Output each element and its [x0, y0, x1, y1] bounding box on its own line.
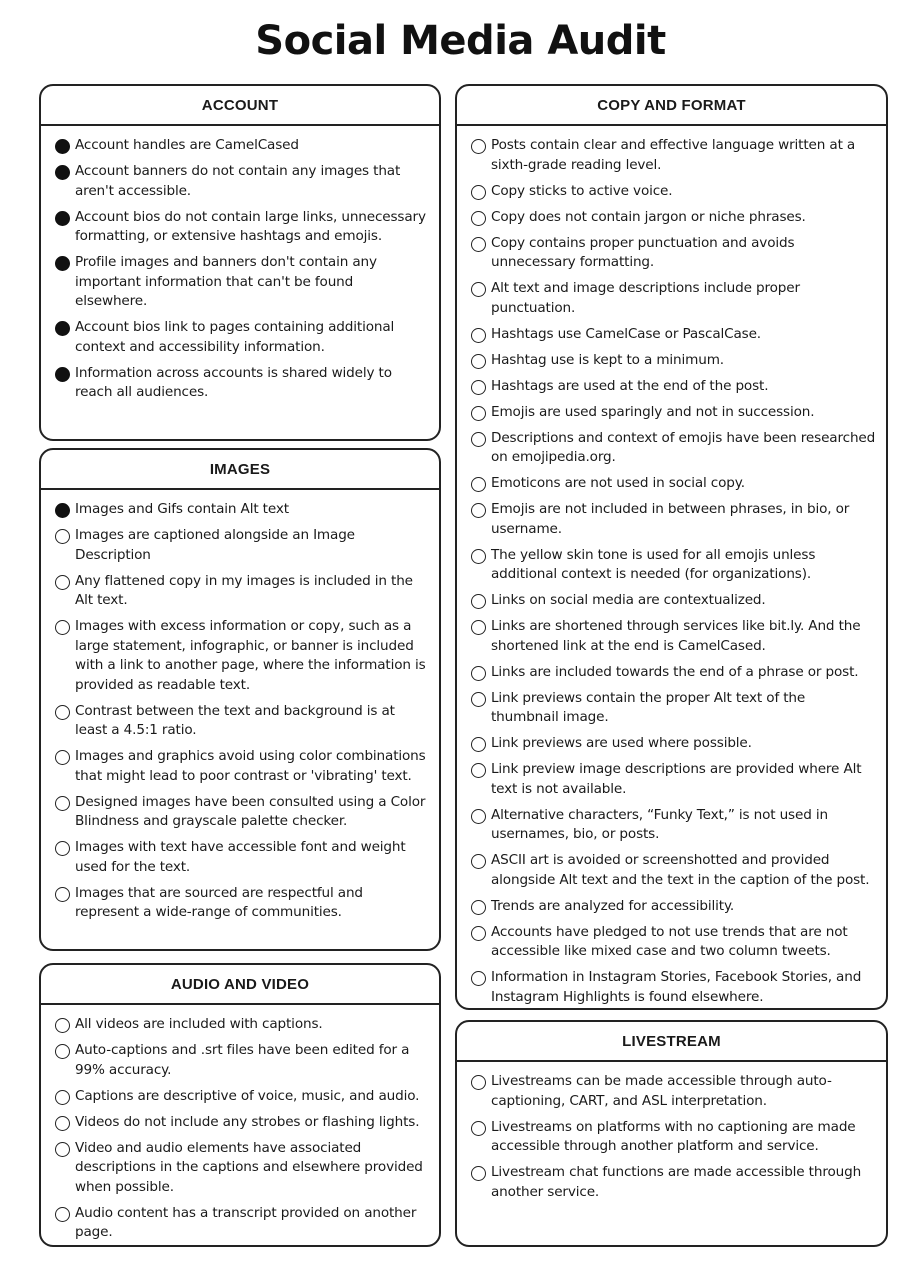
- checklist-item-text: Link previews are used where possible.: [491, 735, 752, 751]
- checklist-item: [471, 689, 876, 728]
- checklist-item: [471, 1163, 876, 1202]
- checklist-item: [55, 702, 429, 741]
- checked-bullet-icon[interactable]: [55, 211, 70, 226]
- unchecked-circle-icon[interactable]: [471, 1075, 486, 1090]
- unchecked-circle-icon[interactable]: [471, 809, 486, 824]
- section-heading: LIVESTREAM: [457, 1022, 886, 1062]
- checklist-item-text: Alt text and image descriptions include proper punctuation.: [491, 280, 800, 316]
- checklist-item-text: Auto-captions and .srt files have been edited for a 99% accuracy.: [75, 1042, 410, 1078]
- checklist-item: [471, 851, 876, 890]
- checklist-item-text: Profile images and banners don't contain any important information that can't be found elsewhere.: [75, 254, 377, 309]
- checklist-item: [471, 591, 876, 611]
- unchecked-circle-icon[interactable]: [55, 620, 70, 635]
- unchecked-circle-icon[interactable]: [471, 900, 486, 915]
- account-section: [39, 84, 441, 441]
- checklist-item: [471, 474, 876, 494]
- unchecked-circle-icon[interactable]: [471, 282, 486, 297]
- checklist-item-text: Images that are sourced are respectful and represent a wide-range of communities.: [75, 884, 363, 920]
- checklist-item-text: Images are captioned alongside an Image Description: [75, 527, 355, 563]
- checklist-item: [471, 351, 876, 371]
- checklist-item: [471, 663, 876, 683]
- checklist-item-text: Images with excess information or copy, such as a large statement, infographic, or banner is included with a link to another page, where the information is provided as readable text.: [75, 618, 426, 693]
- unchecked-circle-icon[interactable]: [471, 620, 486, 635]
- checklist-item-text: Audio content has a transcript provided on another page.: [75, 1204, 417, 1240]
- unchecked-circle-icon[interactable]: [471, 211, 486, 226]
- page-title: Social Media Audit: [255, 18, 666, 64]
- checklist-item: [55, 1113, 429, 1133]
- checklist-item: [471, 546, 876, 585]
- unchecked-circle-icon[interactable]: [471, 406, 486, 421]
- section-heading: IMAGES: [41, 450, 439, 490]
- checklist-item-text: Information across accounts is shared widely to reach all audiences.: [75, 364, 392, 400]
- unchecked-circle-icon[interactable]: [471, 1121, 486, 1136]
- livestream-section: [455, 1020, 888, 1247]
- unchecked-circle-icon[interactable]: [55, 796, 70, 811]
- unchecked-circle-icon[interactable]: [471, 854, 486, 869]
- checklist-item-text: Images with text have accessible font and weight used for the text.: [75, 839, 406, 875]
- unchecked-circle-icon[interactable]: [471, 666, 486, 681]
- checklist-item: [471, 208, 876, 228]
- checklist-item-text: Designed images have been consulted using a Color Blindness and grayscale palette checker.: [75, 793, 426, 829]
- checklist-item-text: Images and Gifs contain Alt text: [75, 501, 289, 517]
- unchecked-circle-icon[interactable]: [471, 1166, 486, 1181]
- unchecked-circle-icon[interactable]: [55, 1090, 70, 1105]
- checklist-item-text: Video and audio elements have associated descriptions in the captions and elsewhere provided when possible.: [75, 1139, 423, 1195]
- checklist-item-text: Livestreams on platforms with no captioning are made accessible through another platform and service.: [491, 1118, 856, 1154]
- unchecked-circle-icon[interactable]: [55, 1207, 70, 1222]
- checklist-item: [55, 884, 429, 923]
- copy-and-format-section: [455, 84, 888, 1010]
- checked-bullet-icon[interactable]: [55, 256, 70, 271]
- unchecked-circle-icon[interactable]: [471, 477, 486, 492]
- checklist-item-text: Account bios link to pages containing additional context and accessibility information.: [75, 319, 395, 355]
- checklist-item-text: Trends are analyzed for accessibility.: [491, 897, 735, 914]
- checklist: [41, 126, 439, 403]
- checklist-item: [471, 429, 876, 468]
- checklist-item: [55, 364, 429, 403]
- checklist-item-text: Copy contains proper punctuation and avoids unnecessary formatting.: [491, 234, 795, 270]
- checklist-item-text: Accounts have pledged to not use trends that are not accessible like mixed case and two column tweets.: [491, 923, 848, 959]
- checklist-item: [471, 1072, 876, 1111]
- checklist-item: [471, 403, 876, 423]
- unchecked-circle-icon[interactable]: [55, 1044, 70, 1059]
- checklist-item-text: Livestreams can be made accessible through auto-captioning, CART, and ASL interpretation.: [491, 1073, 832, 1109]
- unchecked-circle-icon[interactable]: [471, 971, 486, 986]
- checklist-item: [471, 325, 876, 345]
- checklist-item-text: Alternative characters, “Funky Text,” is not used in usernames, bio, or posts.: [491, 806, 828, 842]
- unchecked-circle-icon[interactable]: [55, 529, 70, 544]
- checklist: [457, 126, 886, 1007]
- unchecked-circle-icon[interactable]: [471, 594, 486, 609]
- checklist-item-text: Link previews contain the proper Alt text of the thumbnail image.: [491, 689, 806, 725]
- unchecked-circle-icon[interactable]: [471, 237, 486, 252]
- checklist-item-text: All videos are included with captions.: [75, 1016, 323, 1032]
- checklist-item: [55, 136, 429, 156]
- checklist-item: [55, 1087, 429, 1107]
- checklist-item-text: Images and graphics avoid using color combinations that might lead to poor contrast or 'vibrating' text.: [75, 748, 426, 784]
- checklist-item: [471, 617, 876, 656]
- unchecked-circle-icon[interactable]: [471, 549, 486, 564]
- unchecked-circle-icon[interactable]: [471, 185, 486, 200]
- checklist-item-text: Descriptions and context of emojis have been researched on emojipedia.org.: [491, 429, 876, 465]
- checklist-item: [55, 1204, 429, 1243]
- unchecked-circle-icon[interactable]: [55, 750, 70, 765]
- checklist-item-text: Emojis are used sparingly and not in succession.: [491, 403, 815, 420]
- checked-bullet-icon[interactable]: [55, 321, 70, 336]
- checklist-item: [471, 734, 876, 754]
- checklist-item: [471, 760, 876, 799]
- checklist-item: [471, 234, 876, 273]
- checklist-item: [55, 1041, 429, 1080]
- checklist-item: [471, 897, 876, 917]
- checklist-item: [55, 208, 429, 247]
- checklist-item-text: Copy does not contain jargon or niche phrases.: [491, 208, 806, 225]
- unchecked-circle-icon[interactable]: [471, 328, 486, 343]
- checklist-item: [471, 136, 876, 175]
- checklist-item-text: Links are shortened through services like bit.ly. And the shortened link at the end is CamelCased.: [491, 618, 861, 654]
- checklist-item-text: Any flattened copy in my images is included in the Alt text.: [75, 572, 413, 608]
- section-heading: AUDIO AND VIDEO: [41, 965, 439, 1005]
- checklist-item-text: Information in Instagram Stories, Facebook Stories, and Instagram Highlights is found elsewhere.: [491, 969, 862, 1005]
- unchecked-circle-icon[interactable]: [471, 763, 486, 778]
- checklist-item: [55, 747, 429, 786]
- checklist-item-text: ASCII art is avoided or screenshotted and provided alongside Alt text and the text in the caption of the post.: [491, 852, 870, 888]
- checklist-item-text: Livestream chat functions are made accessible through another service.: [491, 1164, 862, 1200]
- unchecked-circle-icon[interactable]: [55, 575, 70, 590]
- unchecked-circle-icon[interactable]: [55, 1018, 70, 1033]
- checklist-item: [471, 806, 876, 845]
- checklist-item: [55, 617, 429, 695]
- checklist-item-text: Contrast between the text and background is at least a 4.5:1 ratio.: [75, 702, 395, 738]
- checklist-item-text: Link preview image descriptions are provided where Alt text is not available.: [491, 761, 862, 797]
- checklist-item-text: Links are included towards the end of a phrase or post.: [491, 663, 859, 680]
- checklist-item: [471, 1118, 876, 1157]
- checklist-item: [55, 162, 429, 201]
- checklist-item: [55, 1015, 429, 1035]
- unchecked-circle-icon[interactable]: [471, 354, 486, 369]
- checklist-item: [55, 838, 429, 877]
- unchecked-circle-icon[interactable]: [471, 737, 486, 752]
- checklist-item-text: Videos do not include any strobes or flashing lights.: [75, 1113, 420, 1130]
- section-heading: ACCOUNT: [41, 86, 439, 126]
- unchecked-circle-icon[interactable]: [471, 432, 486, 447]
- checklist-item-text: Hashtags use CamelCase or PascalCase.: [491, 325, 761, 342]
- checklist: [457, 1062, 886, 1202]
- unchecked-circle-icon[interactable]: [471, 692, 486, 707]
- checked-bullet-icon[interactable]: [55, 367, 70, 382]
- checklist-item: [471, 968, 876, 1007]
- checklist-item-text: Captions are descriptive of voice, music, and audio.: [75, 1087, 420, 1104]
- unchecked-circle-icon[interactable]: [55, 705, 70, 720]
- checklist-item-text: Account bios do not contain large links, unnecessary formatting, or extensive hashtags and emojis.: [75, 208, 426, 244]
- checked-bullet-icon[interactable]: [55, 139, 70, 154]
- checklist: [41, 1005, 439, 1243]
- unchecked-circle-icon[interactable]: [471, 926, 486, 941]
- checklist-item: [55, 572, 429, 611]
- unchecked-circle-icon[interactable]: [55, 1116, 70, 1131]
- checklist-item: [55, 526, 429, 565]
- unchecked-circle-icon[interactable]: [471, 503, 486, 518]
- audio-video-section: [39, 963, 441, 1247]
- checklist-item-text: Emojis are not included in between phrases, in bio, or username.: [491, 501, 850, 537]
- checklist-item: [471, 377, 876, 397]
- checklist-item: [55, 793, 429, 832]
- checklist: [41, 490, 439, 923]
- checklist-item: [471, 182, 876, 202]
- unchecked-circle-icon[interactable]: [55, 1142, 70, 1157]
- checklist-item: [471, 923, 876, 962]
- checklist-item-text: The yellow skin tone is used for all emojis unless additional context is needed (for organizations).: [491, 546, 816, 582]
- checklist-item: [55, 253, 429, 312]
- checklist-item-text: Hashtags are used at the end of the post.: [491, 377, 769, 394]
- checklist-item-text: Account banners do not contain any images that aren't accessible.: [75, 163, 401, 199]
- unchecked-circle-icon[interactable]: [471, 380, 486, 395]
- checklist-item-text: Posts contain clear and effective language written at a sixth-grade reading level.: [491, 137, 856, 173]
- checked-bullet-icon[interactable]: [55, 503, 70, 518]
- section-heading: COPY AND FORMAT: [457, 86, 886, 126]
- checklist-item: [471, 500, 876, 539]
- checklist-item: [55, 318, 429, 357]
- checked-bullet-icon[interactable]: [55, 165, 70, 180]
- checklist-item: [471, 279, 876, 318]
- checklist-item-text: Copy sticks to active voice.: [491, 182, 673, 199]
- checklist-item-text: Account handles are CamelCased: [75, 137, 299, 153]
- checklist-item-text: Hashtag use is kept to a minimum.: [491, 351, 724, 368]
- unchecked-circle-icon[interactable]: [471, 139, 486, 154]
- unchecked-circle-icon[interactable]: [55, 887, 70, 902]
- unchecked-circle-icon[interactable]: [55, 841, 70, 856]
- checklist-item: [55, 500, 429, 520]
- checklist-item-text: Emoticons are not used in social copy.: [491, 475, 745, 491]
- checklist-item-text: Links on social media are contextualized.: [491, 592, 766, 608]
- checklist-item: [55, 1139, 429, 1198]
- images-section: [39, 448, 441, 951]
